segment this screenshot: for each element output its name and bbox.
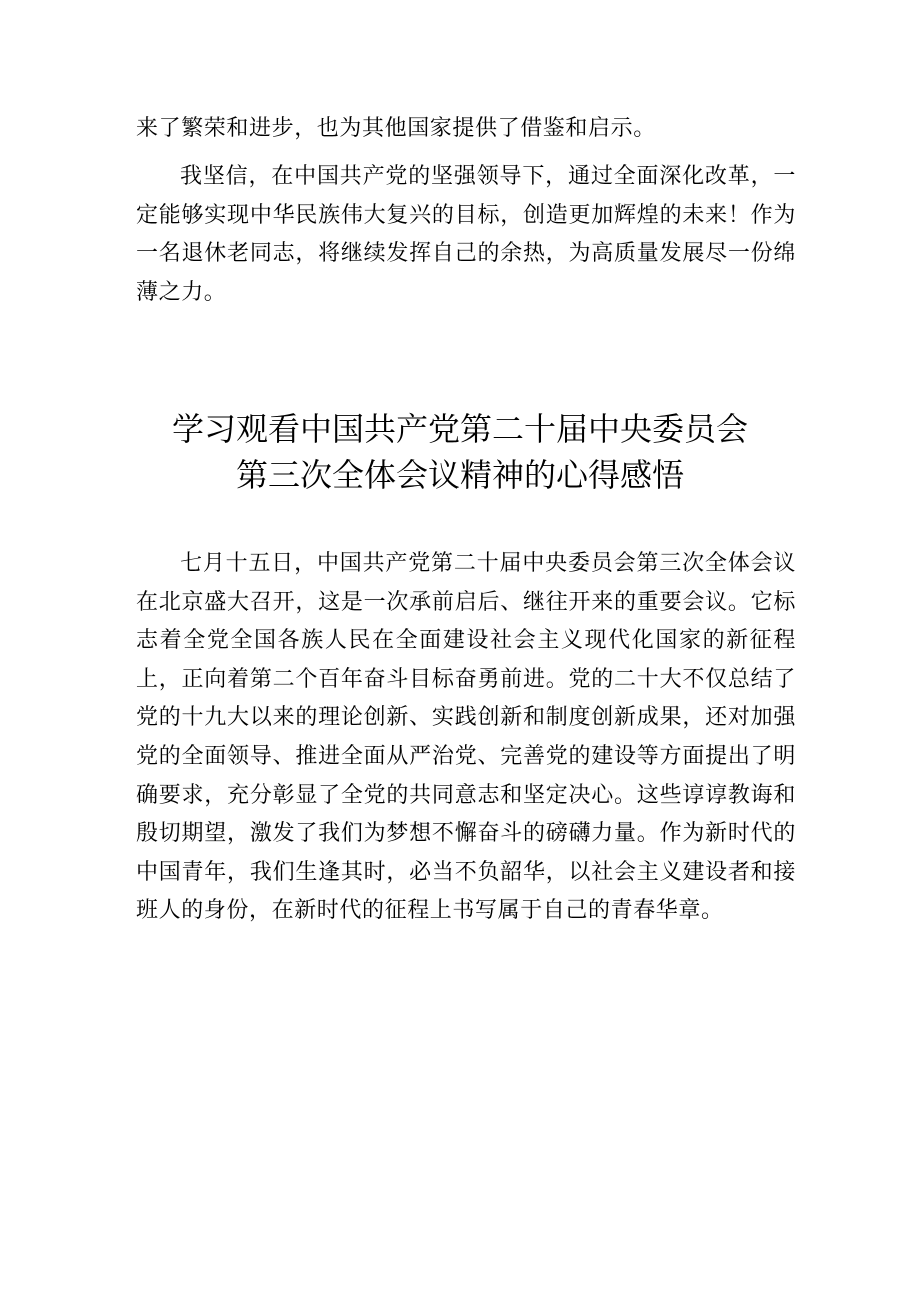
article-title (100, 406, 820, 498)
title-line-2: 第三次全体会议精神的心得感悟 (235, 456, 684, 494)
paragraph-continuation: 来了繁荣和进步，也为其他国家提供了借鉴和启示。 (136, 116, 656, 141)
title-line-1: 学习观看中国共产党第二十届中央委员会 (171, 410, 748, 448)
paragraph-belief: 我坚信，在中国共产党的坚强领导下，通过全面深化改革，一定能够实现中华民族伟大复兴的目标，创造更加辉煌的未来！作为一名退休老同志，将继续发挥自己的余热，为高质量发展尽一份绵薄之力。 (136, 164, 796, 305)
paragraph-main: 七月十五日，中国共产党第二十届中央委员会第三次全体会议在北京盛大召开，这是一次承前启后、继往开来的重要会议。它标志着全党全国各族人民在全面建设社会主义现代化国家的新征程上，正向着第二个百年奋斗目标奋勇前进。党的二十大不仅总结了党的十九大以来的理论创新、实践创新和制度创新成果，还对加强党的全面领导、推进全面从严治党、完善党的建设等方面提出了明确要求，充分彰显了全党的共同意志和坚定决心。这些谆谆教诲和殷切期望，激发了我们为梦想不懈奋斗的磅礴力量。作为新时代的中国青年，我们生逢其时，必当不负韶华，以社会主义建设者和接班人的身份，在新时代的征程上书写属于自己的青春华章。 (136, 551, 796, 924)
